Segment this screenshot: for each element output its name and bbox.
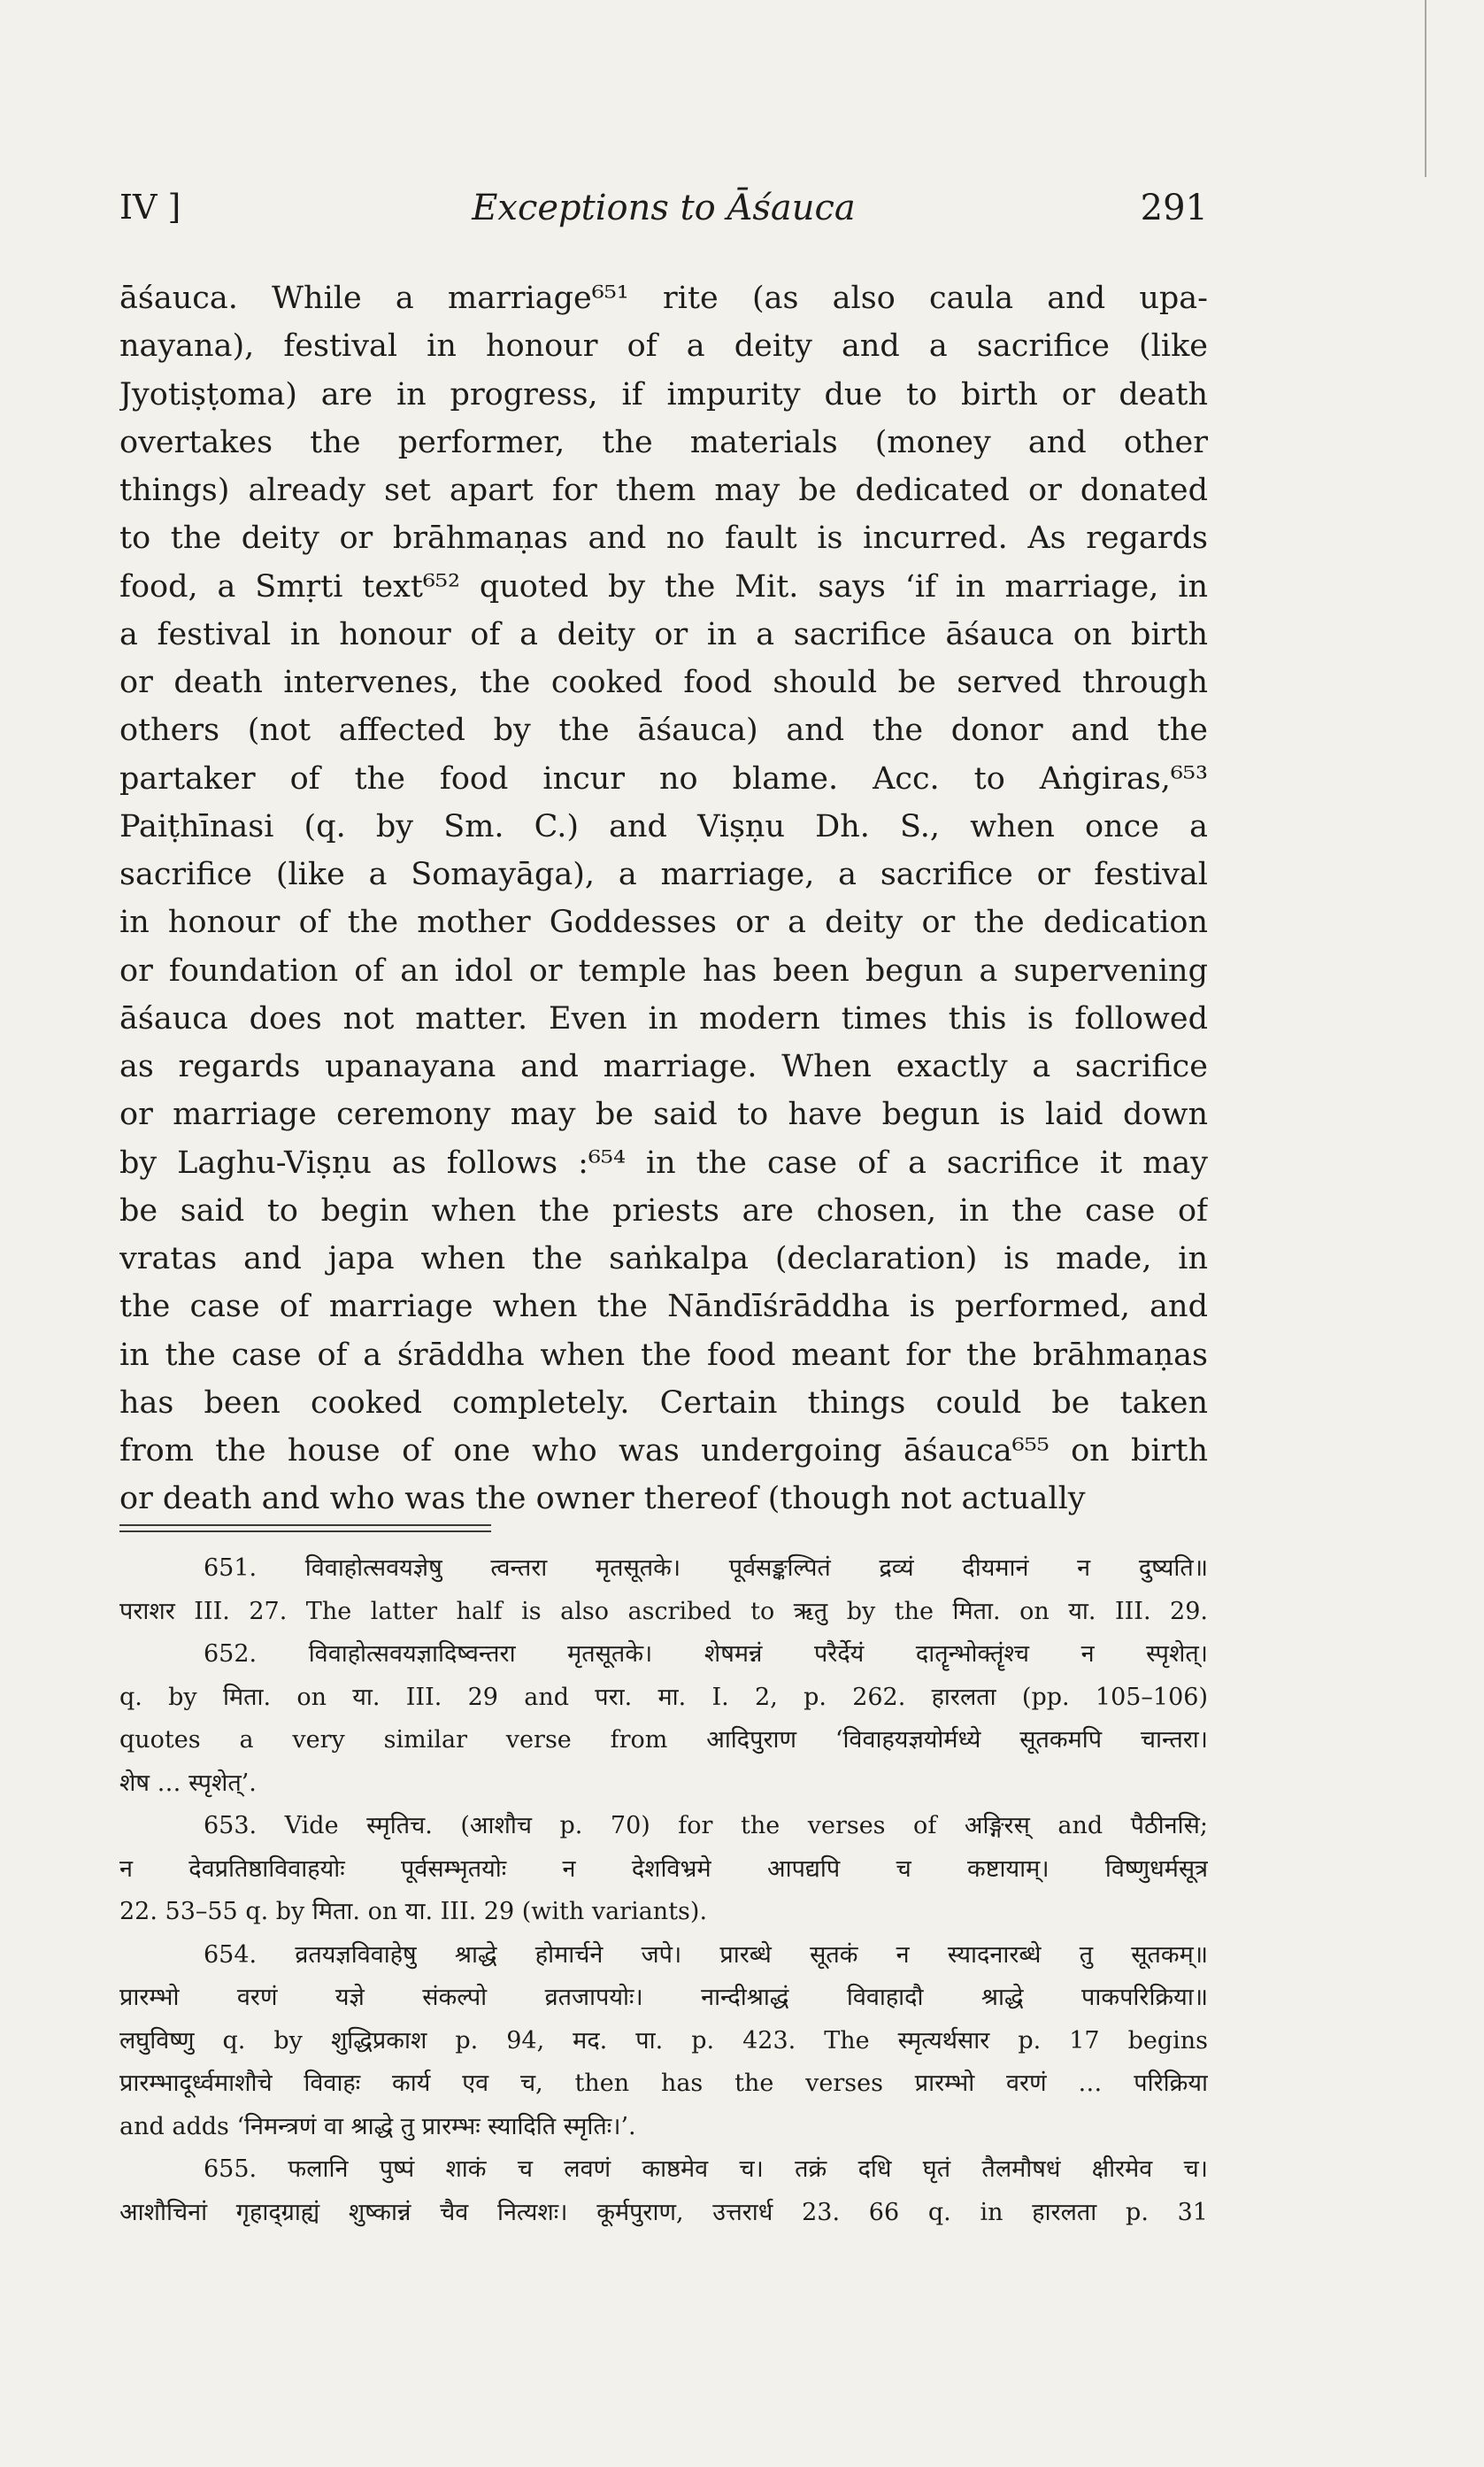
body-line: as regards upanayana and marriage. When exactly a sacrifice bbox=[119, 1049, 1208, 1084]
body-paragraph bbox=[119, 274, 1208, 1523]
body-line: a festival in honour of a deity or in a sacrifice āśauca on birth bbox=[119, 616, 1208, 652]
body-line: things) already set apart for them may be dedicated or donated bbox=[119, 473, 1208, 508]
footnote-line: 653. Vide स्मृतिच. (आशौच p. 70) for the verses of अङ्गिरस् and पैठीनसि; bbox=[204, 1812, 1208, 1839]
footnote-line: quotes a very similar verse from आदिपुराण ‘विवाहयज्ञयोर्मध्ये सूतकमपि चान्तरा। bbox=[119, 1726, 1208, 1754]
body-line: overtakes the performer, the materials (money and other bbox=[119, 424, 1208, 460]
body-line: āśauca does not matter. Even in modern times this is followed bbox=[119, 1000, 1208, 1037]
body-line: in the case of a śrāddha when the food meant for the brāhmaṇas bbox=[119, 1337, 1208, 1373]
body-line: Jyotiṣṭoma) are in progress, if impurity due to birth or death bbox=[119, 376, 1208, 412]
body-line: or death and who was the owner thereof (though not actually bbox=[119, 1481, 1086, 1517]
footnotes bbox=[119, 1547, 1208, 2234]
body-line: by Laghu-Viṣṇu as follows :⁶⁵⁴ in the case of a sacrifice it may bbox=[119, 1145, 1208, 1181]
body-line: vratas and japa when the saṅkalpa (declaration) is made, in bbox=[119, 1241, 1208, 1276]
footnote-line: 652. विवाहोत्सवयज्ञादिष्वन्तरा मृतसूतके। शेषमन्नं परैर्देयं दातॄन्भोक्तॄंश्च न स्पृशेत्। bbox=[204, 1640, 1208, 1668]
running-title: Exceptions to Āśauca bbox=[472, 188, 856, 228]
running-header bbox=[119, 188, 1208, 241]
footnote-separator bbox=[119, 1524, 491, 1532]
footnote-line: शेष … स्पृशेत्’. bbox=[119, 1769, 257, 1797]
footnote-line: प्रारम्भो वरणं यज्ञे संकल्पो व्रतजापयोः। नान्दीश्राद्धं विवाहादौ श्राद्धे पाकपरिक्रिया॥ bbox=[119, 1984, 1208, 2011]
body-line: others (not affected by the āśauca) and the donor and the bbox=[119, 713, 1208, 749]
body-line: or marriage ceremony may be said to have begun is laid down bbox=[119, 1097, 1208, 1133]
page-number: 291 bbox=[1140, 188, 1208, 228]
footnote-line: and adds ‘निमन्त्रणं वा श्राद्धे तु प्रारम्भः स्यादिति स्मृतिः।’. bbox=[119, 2112, 636, 2140]
body-line: in honour of the mother Goddesses or a deity or the dedication bbox=[119, 905, 1208, 941]
footnote-line: प्रारम्भादूर्ध्वमाशौचे विवाहः कार्य एव च, then has the verses प्रारम्भो वरणं … परिक्रिया bbox=[119, 2070, 1208, 2097]
body-line: to the deity or brāhmaṇas and no fault is incurred. As regards bbox=[119, 520, 1208, 557]
body-line: from the house of one who was undergoing āśauca⁶⁵⁵ on birth bbox=[119, 1433, 1208, 1469]
footnote-line: न देवप्रतिष्ठाविवाहयोः पूर्वसम्भृतयोः न देशविभ्रमे आपद्यपि च कष्टायाम्। विष्णुधर्मसूत्र bbox=[119, 1854, 1208, 1883]
footnote-line: q. by मिता. on या. III. 29 and परा. मा. I. 2, p. 262. हारलता (pp. 105–106) bbox=[119, 1683, 1208, 1711]
body-line: the case of marriage when the Nāndīśrāddha is performed, and bbox=[119, 1289, 1208, 1325]
body-line: food, a Smṛti text⁶⁵² quoted by the Mit. says ‘if in marriage, in bbox=[119, 568, 1208, 605]
footnote-line: 654. व्रतयज्ञविवाहेषु श्राद्धे होमार्चने जपे। प्रारब्धे सूतकं न स्यादनारब्धे तु सूतकम्॥ bbox=[204, 1940, 1208, 1969]
footnote-line: 655. फलानि पुष्पं शाकं च लवणं काष्ठमेव च। तक्रं दधि घृतं तैलमौषधं क्षीरमेव च। bbox=[204, 2155, 1208, 2183]
footnote-line: आशौचिनां गृहाद्ग्राह्यं शुष्कान्नं चैव नित्यशः। कूर्मपुराण, उत्तरार्ध 23. 66 q. in हारलता p. 31 bbox=[119, 2198, 1208, 2226]
body-line: or death intervenes, the cooked food should be served through bbox=[119, 665, 1208, 700]
footnote-line: लघुविष्णु q. by शुद्धिप्रकाश p. 94, मद. पा. p. 423. The स्मृत्यर्थसार p. 17 begins bbox=[119, 2026, 1208, 2055]
chapter-marker: IV ] bbox=[119, 188, 181, 227]
footnote-line: पराशर III. 27. The latter half is also ascribed to ऋतु by the मिता. on या. III. 29. bbox=[119, 1597, 1208, 1625]
body-line: or foundation of an idol or temple has been begun a supervening bbox=[119, 952, 1208, 989]
body-line: nayana), festival in honour of a deity and a sacrifice (like bbox=[119, 328, 1208, 365]
body-line: sacrifice (like a Somayāga), a marriage, a sacrifice or festival bbox=[119, 857, 1208, 892]
body-line: partaker of the food incur no blame. Acc. to Aṅgiras,⁶⁵³ bbox=[119, 760, 1208, 797]
page-edge-line bbox=[1425, 0, 1426, 177]
body-line: has been cooked completely. Certain things could be taken bbox=[119, 1384, 1208, 1421]
body-line: Paiṭhīnasi (q. by Sm. C.) and Viṣṇu Dh. S., when once a bbox=[119, 808, 1208, 844]
body-line: be said to begin when the priests are chosen, in the case of bbox=[119, 1192, 1208, 1229]
footnote-line: 22. 53–55 q. by मिता. on या. III. 29 (with variants). bbox=[119, 1898, 708, 1925]
body-line: āśauca. While a marriage⁶⁵¹ rite (as also caula and upa- bbox=[119, 281, 1208, 316]
footnote-line: 651. विवाहोत्सवयज्ञेषु त्वन्तरा मृतसूतके। पूर्वसङ्कल्पितं द्रव्यं दीयमानं न दुष्यति॥ bbox=[204, 1554, 1208, 1582]
